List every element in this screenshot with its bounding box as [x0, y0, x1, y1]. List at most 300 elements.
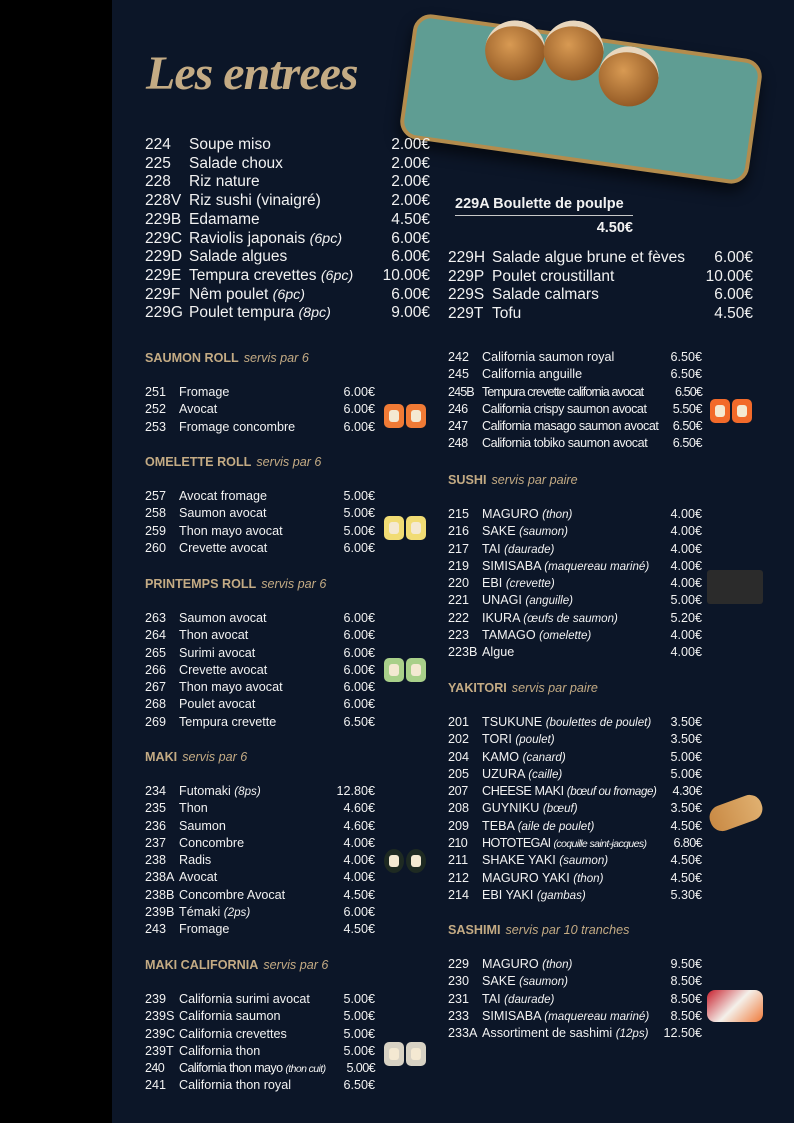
item-code: 229E: [145, 266, 182, 284]
item-code: 228V: [145, 192, 182, 210]
section-header: [145, 453, 375, 471]
item-name: Raviolis japonais: [189, 229, 310, 247]
item-name: Surimi avocat: [179, 645, 256, 660]
item-name: Saumon avocat: [179, 506, 267, 521]
item-note: (6pc): [309, 230, 343, 247]
item-price: 4.50€: [670, 853, 702, 868]
item-name: EBI YAKI: [482, 887, 537, 902]
item-label: [482, 541, 670, 558]
item-price: 2.00€: [391, 173, 430, 191]
item-label: [482, 714, 670, 731]
item-code: 265: [145, 645, 167, 660]
item-label: [482, 731, 670, 748]
item-name: MAGURO: [482, 957, 543, 971]
item-price: 4.30€: [672, 784, 702, 799]
item-name: Poulet tempura: [189, 304, 299, 322]
menu-item: [448, 435, 702, 452]
item-price: 4.00€: [670, 628, 702, 643]
menu-item: [448, 783, 702, 800]
menu-item: [145, 869, 375, 886]
item-price: 5.00€: [343, 523, 375, 538]
item-name: California saumon: [179, 1009, 281, 1024]
item-note: (saumon): [519, 976, 569, 989]
item-label: [179, 800, 343, 817]
item-note: (12ps): [615, 1028, 649, 1041]
item-code: 258: [145, 506, 167, 521]
item-label: [482, 627, 670, 644]
item-code: 266: [145, 662, 167, 677]
section-header: [448, 679, 702, 697]
item-name: MAGURO YAKI: [482, 870, 574, 885]
menu-item: [448, 384, 702, 401]
item-note: (omelette): [539, 630, 592, 643]
item-name: Thon: [179, 801, 208, 816]
menu-item: [145, 662, 375, 679]
item-note: (thon): [542, 959, 573, 971]
item-name: Futomaki: [179, 784, 235, 798]
item-price: 6.00€: [391, 229, 430, 247]
maki-california-photo: [384, 1040, 428, 1068]
menu-item: [448, 592, 702, 609]
featured-item: [455, 196, 633, 236]
item-code: 242: [448, 350, 470, 364]
item-price: 2.00€: [391, 192, 430, 210]
item-label: [482, 835, 673, 852]
section-header: [145, 956, 375, 974]
item-label: [179, 540, 343, 557]
item-label: [189, 192, 391, 211]
section-subtitle: servis par 6: [263, 958, 329, 972]
menu-item: [448, 610, 702, 627]
menu-item: [145, 800, 375, 817]
item-price: 4.00€: [670, 645, 702, 660]
item-name: Riz sushi (vinaigré): [189, 192, 321, 210]
menu-item: [145, 818, 375, 835]
item-code: 229G: [145, 304, 183, 322]
item-name: TAMAGO: [482, 628, 540, 643]
item-name: Salade algue brune et fèves: [492, 249, 686, 266]
item-price: 3.50€: [670, 801, 702, 816]
menu-item: [145, 211, 430, 230]
item-price: 5.30€: [670, 887, 702, 902]
section-printemps-roll: [145, 575, 375, 731]
item-label: [482, 644, 670, 661]
item-price: 6.50€: [672, 419, 702, 434]
item-label: [482, 887, 670, 904]
item-name: Concombre: [179, 835, 245, 850]
item-label: [179, 679, 343, 696]
section-header: [145, 349, 375, 367]
item-code: 211: [448, 853, 469, 868]
section-subtitle: servis par 6: [261, 577, 327, 591]
item-name: TAI: [482, 541, 505, 556]
section-header: [145, 575, 375, 593]
menu-item: [145, 904, 375, 921]
item-label: [179, 488, 343, 505]
item-label: [482, 506, 670, 523]
section-sashimi: [448, 921, 702, 1042]
menu-item: [448, 268, 753, 287]
item-name: Fromage: [179, 922, 230, 937]
item-name: Salade algues: [189, 248, 288, 266]
menu-item: [448, 1025, 702, 1042]
menu-item: [145, 136, 430, 155]
menu-item: [145, 991, 375, 1008]
item-label: [179, 696, 343, 713]
item-note: (6pc): [272, 286, 306, 303]
item-note: (canard): [522, 751, 566, 764]
item-name: TSUKUNE: [482, 715, 546, 729]
section-subtitle: servis par 6: [243, 351, 309, 365]
menu-item: [448, 835, 702, 852]
item-price: 4.50€: [343, 887, 375, 902]
item-price: 4.60€: [343, 801, 375, 816]
section-maki-california: [145, 956, 375, 1095]
item-name: California thon royal: [179, 1078, 292, 1093]
item-price: 6.50€: [343, 714, 375, 729]
item-label: [179, 921, 343, 938]
item-note: (crevette): [505, 578, 555, 591]
menu-item: [448, 956, 702, 973]
item-name: Avocat fromage: [179, 489, 267, 503]
item-price: 4.00€: [670, 558, 702, 573]
item-label: [482, 956, 670, 973]
item-price: 8.50€: [670, 974, 702, 989]
section-sushi: [448, 471, 702, 662]
item-price: 5.00€: [670, 766, 702, 781]
item-price: 4.50€: [714, 305, 753, 323]
item-name: Saumon avocat: [179, 611, 267, 625]
item-label: [492, 305, 714, 324]
item-label: [482, 991, 670, 1008]
featured-item-name: 229A Boulette de poulpe: [455, 196, 633, 216]
item-note: (saumon): [519, 526, 569, 539]
item-name: California tobiko saumon avocat: [482, 436, 648, 451]
item-code: 229C: [145, 229, 183, 247]
item-price: 6.50€: [670, 350, 702, 364]
item-note: (bœuf ou fromage): [566, 786, 657, 799]
item-name: Thon mayo avocat: [179, 523, 283, 538]
item-code: 240: [145, 1061, 165, 1076]
menu-item: [145, 523, 375, 540]
menu-item: [145, 783, 375, 800]
yakitori-photo: [706, 792, 766, 835]
item-label: [179, 991, 343, 1008]
item-price: 8.50€: [670, 1008, 702, 1023]
item-label: [179, 1060, 346, 1077]
menu-item: [448, 644, 702, 661]
item-label: [482, 384, 675, 401]
item-price: 6.80€: [673, 836, 702, 851]
menu-item: [145, 921, 375, 938]
item-label: [189, 304, 391, 323]
item-label: [482, 610, 670, 627]
menu-item: [448, 800, 702, 817]
section-title: SAUMON ROLL: [145, 351, 239, 365]
item-price: 6.00€: [343, 628, 375, 643]
menu-item: [145, 1026, 375, 1043]
item-name: UNAGI: [482, 593, 526, 608]
menu-item: [448, 506, 702, 523]
item-code: 229T: [448, 305, 484, 323]
item-code: 264: [145, 628, 167, 643]
item-label: [179, 419, 343, 436]
item-label: [179, 662, 343, 679]
item-label: [179, 505, 343, 522]
item-price: 6.00€: [343, 662, 375, 677]
section-subtitle: servis par 6: [182, 750, 248, 764]
item-code: 245: [448, 367, 470, 382]
item-name: Nêm poulet: [189, 285, 273, 303]
item-note: (daurade): [504, 993, 555, 1006]
item-name: California anguille: [482, 367, 583, 382]
item-price: 5.00€: [343, 506, 375, 521]
menu-item: [448, 558, 702, 575]
item-note: (thon): [573, 872, 604, 885]
section-header: [448, 921, 702, 939]
item-label: [179, 887, 343, 904]
menu-item: [448, 818, 702, 835]
item-name: CHEESE MAKI: [482, 784, 567, 799]
item-price: 6.50€: [670, 367, 702, 382]
item-price: 5.00€: [343, 489, 375, 503]
menu-item: [448, 852, 702, 869]
item-name: Fromage: [179, 385, 230, 399]
item-name: Thon avocat: [179, 628, 249, 643]
item-code: 214: [448, 887, 470, 902]
item-name: SIMISABA: [482, 558, 545, 573]
item-note: (thon): [542, 509, 573, 521]
item-code: 263: [145, 611, 167, 625]
item-name: Saumon: [179, 818, 226, 833]
item-name: California crevettes: [179, 1026, 287, 1041]
section-california: [448, 349, 702, 453]
left-black-margin: [0, 0, 112, 1123]
item-label: [179, 523, 343, 540]
item-code: 210: [448, 836, 468, 851]
item-name: Soupe miso: [189, 136, 271, 153]
menu-item: [448, 731, 702, 748]
item-label: [189, 211, 391, 230]
item-code: 202: [448, 732, 470, 747]
item-name: Poulet avocat: [179, 697, 256, 712]
item-price: 5.00€: [670, 749, 702, 764]
menu-item: [448, 749, 702, 766]
item-label: [482, 592, 670, 609]
item-note: (poulet): [515, 734, 555, 747]
item-name: Thon mayo avocat: [179, 680, 283, 695]
item-price: 6.50€: [343, 1078, 375, 1093]
item-price: 6.00€: [343, 645, 375, 660]
item-price: 4.60€: [343, 818, 375, 833]
item-name: KAMO: [482, 749, 523, 764]
item-note: (saumon): [559, 855, 609, 868]
item-note: (bœuf): [542, 803, 578, 816]
menu-item: [448, 349, 702, 366]
item-price: 5.00€: [343, 1026, 375, 1041]
item-code: 229S: [448, 286, 485, 304]
item-name: Edamame: [189, 210, 260, 228]
item-note: (boulettes de poulet): [545, 717, 652, 729]
item-name: SAKE: [482, 974, 520, 989]
item-name: SIMISABA: [482, 1008, 545, 1023]
item-note: (thon cuit): [285, 1063, 326, 1076]
menu-item: [145, 887, 375, 904]
item-code: 236: [145, 818, 167, 833]
item-price: 5.00€: [346, 1061, 375, 1076]
item-price: 12.80€: [336, 784, 375, 798]
item-label: [482, 818, 670, 835]
item-name: California crispy saumon avocat: [482, 401, 647, 416]
menu-item: [448, 249, 753, 268]
item-name: California surimi avocat: [179, 992, 310, 1006]
item-price: 5.20€: [670, 610, 702, 625]
item-price: 10.00€: [705, 267, 753, 285]
item-code: 223B: [448, 645, 478, 660]
item-note: (caille): [528, 768, 563, 781]
item-label: [179, 904, 343, 921]
item-label: [179, 1026, 343, 1043]
item-note: (gambas): [536, 889, 586, 902]
item-label: [482, 435, 673, 452]
item-code: 234: [145, 784, 167, 798]
item-label: [482, 418, 673, 435]
item-label: [482, 366, 670, 383]
item-code: 257: [145, 489, 167, 503]
menu-item: [145, 627, 375, 644]
item-code: 229D: [145, 248, 183, 266]
item-label: [482, 800, 670, 817]
item-name: Tofu: [492, 305, 522, 323]
item-code: 212: [448, 870, 470, 885]
item-price: 5.00€: [343, 992, 375, 1006]
printemps-roll-photo: [384, 656, 428, 684]
item-label: [179, 818, 343, 835]
section-title: OMELETTE ROLL: [145, 455, 252, 469]
item-code: 245B: [448, 384, 474, 399]
menu-item: [145, 1008, 375, 1025]
item-name: TAI: [482, 991, 505, 1006]
menu-item: [145, 155, 430, 174]
item-price: 6.00€: [343, 611, 375, 625]
section-title: SUSHI: [448, 473, 487, 487]
item-code: 260: [145, 540, 167, 555]
item-code: 239S: [145, 1009, 175, 1024]
item-name: SHAKE YAKI: [482, 853, 560, 868]
item-label: [179, 1077, 343, 1094]
menu-item: [145, 192, 430, 211]
item-label: [179, 610, 343, 627]
item-price: 6.00€: [343, 697, 375, 712]
item-price: 4.00€: [343, 853, 375, 868]
item-label: [482, 852, 670, 869]
item-note: (anguille): [525, 595, 574, 608]
item-price: 5.50€: [672, 401, 702, 416]
item-code: 229B: [145, 210, 182, 228]
menu-item: [448, 523, 702, 540]
item-label: [482, 1008, 670, 1025]
item-name: Concombre Avocat: [179, 887, 286, 902]
item-price: 6.00€: [343, 905, 375, 920]
entrees-list-left: [145, 136, 430, 323]
item-code: 246: [448, 401, 468, 416]
menu-item: [448, 870, 702, 887]
item-label: [482, 575, 670, 592]
item-price: 6.00€: [714, 286, 753, 304]
item-price: 4.50€: [391, 210, 430, 228]
item-label: [179, 401, 343, 418]
item-code: 267: [145, 680, 167, 695]
item-name: GUYNIKU: [482, 801, 543, 816]
item-price: 4.00€: [343, 870, 375, 885]
section-subtitle: servis par paire: [491, 473, 578, 487]
menu-item: [448, 541, 702, 558]
menu-item: [448, 305, 753, 324]
sushi-photo: [707, 570, 763, 604]
menu-item: [145, 835, 375, 852]
item-note: (maquereau mariné): [544, 560, 650, 573]
item-code: 252: [145, 402, 167, 417]
section-title: PRINTEMPS ROLL: [145, 577, 257, 591]
item-code: 251: [145, 385, 167, 399]
item-code: 268: [145, 697, 167, 712]
item-price: 5.00€: [343, 1043, 375, 1058]
california-roll-photo: [710, 397, 754, 425]
menu-item: [145, 248, 430, 267]
item-name: California masago saumon avocat: [482, 419, 659, 434]
section-title: YAKITORI: [448, 681, 507, 695]
item-name: Avocat: [179, 870, 218, 885]
menu-item: [448, 418, 702, 435]
item-name: EBI: [482, 576, 506, 591]
item-code: 259: [145, 523, 167, 538]
item-code: 229F: [145, 285, 181, 303]
menu-item: [448, 401, 702, 418]
menu-item: [448, 887, 702, 904]
item-label: [482, 1025, 663, 1042]
item-code: 237: [145, 835, 167, 850]
section-header: [448, 471, 702, 489]
menu-item: [448, 1008, 702, 1025]
item-name: IKURA: [482, 610, 524, 625]
item-code: 230: [448, 974, 470, 989]
item-code: 253: [145, 419, 167, 434]
item-name: Crevette avocat: [179, 662, 268, 677]
section-subtitle: servis par 10 tranches: [505, 923, 630, 937]
item-label: [179, 783, 336, 800]
item-name: California thon mayo: [179, 1061, 286, 1076]
item-price: 4.00€: [670, 507, 702, 521]
item-price: 4.00€: [670, 576, 702, 591]
item-code: 228: [145, 173, 171, 191]
section-yakitori: [448, 679, 702, 904]
octopus-balls-photo: [398, 12, 764, 186]
item-label: [179, 645, 343, 662]
item-note: (coquille saint-jacques): [553, 838, 647, 851]
item-name: Tempura crevette california avocat: [482, 384, 644, 399]
maki-photo: [384, 847, 428, 875]
menu-item: [145, 645, 375, 662]
item-price: 8.50€: [670, 991, 702, 1006]
item-note: (6pc): [320, 267, 354, 284]
item-price: 3.50€: [670, 715, 702, 729]
item-price: 2.00€: [391, 154, 430, 172]
item-name: Salade choux: [189, 154, 283, 172]
menu-item: [448, 627, 702, 644]
item-label: [482, 870, 670, 887]
menu-item: [145, 267, 430, 286]
menu-item: [145, 488, 375, 505]
